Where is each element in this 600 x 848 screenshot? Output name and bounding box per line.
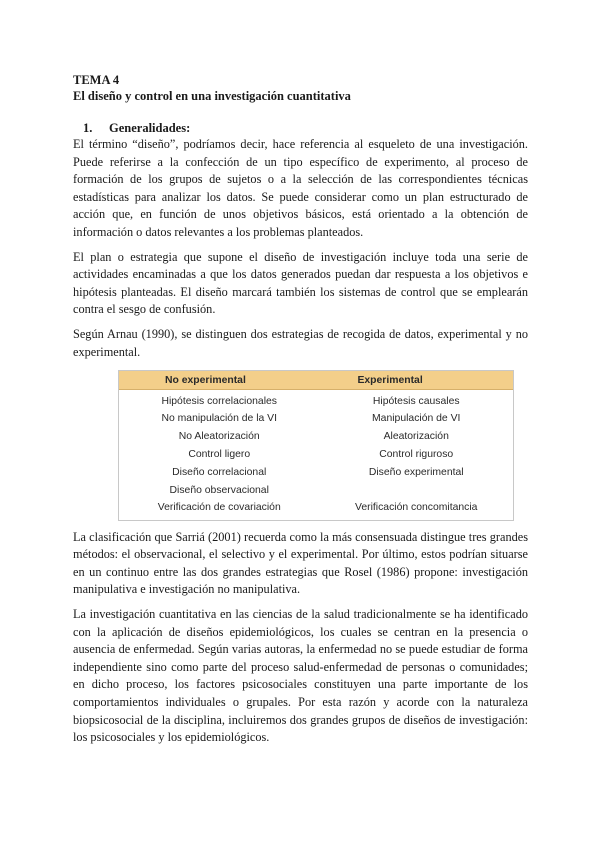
- topic-number: TEMA 4: [73, 73, 120, 87]
- header-no-experimental: No experimental: [119, 371, 319, 390]
- header-experimental: Experimental: [319, 371, 513, 390]
- table-cell: No Aleatorización: [178, 431, 260, 443]
- table-row: [119, 390, 513, 410]
- table-cell: Diseño observacional: [169, 484, 269, 496]
- table-cell: Aleatorización: [383, 431, 449, 443]
- table-row: [119, 463, 513, 481]
- table-row: [119, 410, 513, 428]
- section-heading: [73, 120, 528, 136]
- table-cell: No manipulación de la VI: [161, 413, 277, 425]
- table-header-row: [119, 371, 513, 390]
- table-row: [119, 499, 513, 520]
- table-row: [119, 446, 513, 464]
- table-cell: Diseño correlacional: [172, 466, 267, 478]
- paragraph-quantitative: La investigación cuantitativa en las ciencias de la salud tradicionalmente se ha identificado con la aplicación de diseños epidemiológicos, los cuales se centran en la presencia o ausencia de enfermedad. Según varias autoras, la enfermedad no se puede estudiar de forma independiente sino como parte del proceso salud-enfermedad de personas o comunidades; en dicho proceso, los factores psicosociales constituyen una parte importante de los comportamientos individuales o grupales. Por esta razón y acorde con la naturaleza biopsicosocial de la disciplina, incluiremos dos grandes grupos de diseños de investigación: los psicosociales y los epidemiológicos.: [73, 607, 528, 745]
- paragraph-sarria: La clasificación que Sarriá (2001) recuerda como la más consensuada distingue tres grandes métodos: el observacional, el selectivo y el experimental. Por último, estos podrían situarse en un continuo entre las dos grandes estrategias que Rosel (1986) propone: investigación manipulativa e investigación no manipulativa.: [73, 529, 528, 597]
- section-title: Generalidades:: [109, 121, 191, 135]
- table-cell: Hipótesis correlacionales: [161, 395, 277, 407]
- table-cell: [319, 481, 513, 499]
- paragraph-arnau: Según Arnau (1990), se distinguen dos estrategias de recogida de datos, experimental y no experimental.: [73, 326, 528, 359]
- table-cell: Verificación de covariación: [157, 502, 281, 514]
- table-cell: Control riguroso: [379, 448, 454, 460]
- paragraph-definition: El término “diseño”, podríamos decir, hace referencia al esqueleto de una investigación. Puede referirse a la confección de un tipo específico de experimento, al proceso de formación de los grupos de sujetos o a la selección de las correspondientes técnicas estadísticas para analizar los datos. Se puede considerar como un plan estructurado de acción que, en función de unos objetivos básicos, está orientado a la obtención de información o datos relevantes a los problemas planteados.: [73, 137, 528, 239]
- comparison-table: [118, 370, 514, 521]
- section-number: 1.: [83, 121, 93, 135]
- paragraph-plan: El plan o estrategia que supone el diseño de investigación incluye toda una serie de actividades encaminadas a que los datos generados puedan dar respuesta a los objetivos e hipótesis planteadas. El diseño marcará también los sistemas de control que se emplearán contra el sesgo de confusión.: [73, 249, 528, 317]
- document-content: [73, 72, 528, 747]
- table-cell: Verificación concomitancia: [355, 502, 478, 514]
- table-row: [119, 428, 513, 446]
- table-row: [119, 481, 513, 499]
- table-cell: Hipótesis causales: [372, 395, 460, 407]
- table-cell: Diseño experimental: [368, 466, 464, 478]
- topic-title: El diseño y control en una investigación cuantitativa: [73, 89, 351, 103]
- table-cell: Control ligero: [188, 448, 251, 460]
- table-cell: Manipulación de VI: [372, 413, 461, 425]
